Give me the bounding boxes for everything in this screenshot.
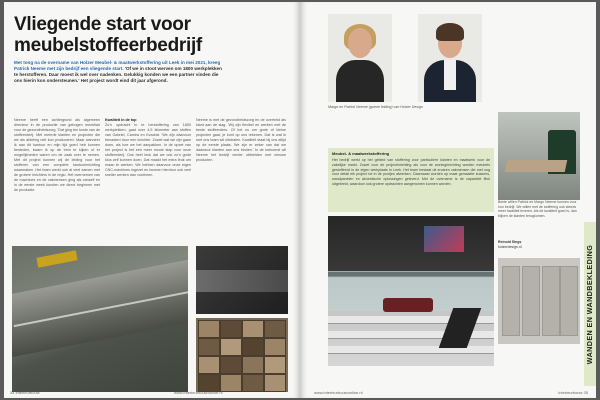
panel-tile: [198, 338, 220, 356]
panel-tile: [264, 338, 286, 356]
portrait-shirt: [444, 60, 456, 90]
photo-seat: [12, 257, 188, 358]
panel-tile: [242, 356, 264, 374]
section-tab-label: WANDEN EN WANDBEKLEDING: [585, 244, 595, 364]
panel-tile: [264, 374, 286, 392]
sidebar-text: Beide willen Patrick en Margo Neeme kunnen voor hun bedrijf. We willen met de stoffering ook steeds meer kwaliteit leveren. Als de kwaliteit goed is, dan blijven de klanten terugkomen.: [498, 200, 577, 218]
panel-tile: [220, 320, 242, 338]
panel-tile: [264, 356, 286, 374]
photo-step: [328, 346, 494, 354]
intro-text: 'Of we in stoot werven om 1800 werkplekken te herstofferen. Daar moest ik wel over nadenken. Gelukkig konden we een partner vinden die ons hierin kon ondersteunen.' Het project wordt eind dit jaar afgerond.: [14, 66, 222, 83]
panel-tile: [220, 374, 242, 392]
info-box-heading: Meubel- & maatwerkstoffering: [332, 151, 390, 156]
portrait-hair: [436, 23, 464, 41]
photo-door: [560, 266, 578, 336]
panel-tile: [220, 338, 242, 356]
body-column-2: [105, 118, 191, 178]
panel-tile: [264, 320, 286, 338]
subheading-kwaliteit: Kwaliteit in de top: [105, 118, 137, 122]
photo-upholstery-closeup: [12, 246, 188, 392]
signature-company: holzerdesign.nl: [498, 244, 522, 249]
photo-band: [196, 270, 288, 292]
right-page: [300, 2, 596, 398]
panel-tile: [220, 356, 242, 374]
portrait-caption: Margo en Patrick Neeme (goene leiding) van Holzer Design: [328, 105, 423, 109]
signature: [498, 240, 522, 249]
photo-bench: [439, 308, 482, 348]
website-right: www.interieurbouwonline.nl: [314, 390, 363, 395]
photo-stair-seating: [328, 216, 494, 366]
magazine-spread: [4, 2, 596, 398]
photo-office-pods: [498, 112, 580, 200]
article-title: Vliegende start voor meubelstoffeerbedrijf: [14, 14, 202, 56]
article-intro: [14, 60, 224, 84]
photo-accent: [36, 250, 77, 267]
photo-cabinets: [498, 258, 580, 344]
photo-door: [502, 266, 520, 336]
photo-screen: [424, 226, 464, 252]
portrait-body: [336, 60, 384, 102]
panel-tile: [242, 338, 264, 356]
portrait-woman: [328, 14, 392, 102]
magazine-name: interieurbouw: [558, 390, 583, 395]
photo-fabric-detail: [196, 246, 288, 314]
info-box: [328, 148, 494, 212]
portrait-man: [418, 14, 482, 102]
website-left: www.interieurbouwonline.nl: [174, 390, 223, 395]
photo-wall-panels: [196, 318, 288, 392]
panel-tile: [242, 374, 264, 392]
body-column-3: Neeme is met de gezondheidszorg en de overheid als klant aan de slag. 'Wij zijn flexibel en werken met de beste stoffeerders. Of het nu om grote of kleine projecten gaat, je kunt op ons rekenen. Dat is wat ik met ons team wil uitstralen. Kwaliteit staat bij ons altijd op de eerste plaats. We zijn er zeker van dat we daardoor klanten aan ons binden.' In de toekomst wil Neeme het bedrijf verder uitbreiden met nieuwe producten.: [196, 118, 286, 162]
photo-cushion: [383, 298, 433, 312]
left-page: [4, 2, 300, 398]
signature-name: Reinold Stegs: [498, 240, 522, 244]
photo-door: [522, 266, 540, 336]
body-column-2-text: Zo'n opdracht in te herstoffering van 1800 werkplekken, gaat over 4,5 kilometer aan stoffen van Gabriel, Camira en Kvadrat. 'We zijn daarvoor benaderd door een inrichter. Zowel wat we zijn gaan doen, als hoe we het aanpakken. In de opzet van het project is het een meer mooie stap voor onze stoffeerderij. Ook heel leuk dat we ook zo'n grote klus zelf kunnen doen. Dat maakt het extra leuk om eraan te werken. We hebben daarvoor onze eigen CNC-machines ingezet en kunnen hierdoor ook veel sneller werken dan voorheen.: [105, 123, 191, 177]
panel-tile: [242, 320, 264, 338]
page-number: 34: [10, 390, 15, 395]
photo-desk: [505, 160, 568, 172]
photo-door: [542, 266, 560, 336]
info-box-text: Het bedrijf werkt op het gebied van stoffering voor particuliere klanten en maatwerk voor de zakelijke markt. Zowel voor de projectinrichting als voor de woninginrichting worden meubels gestoffeerd in de eigen werkplaats in Leek. Het team bestaat uit ervaren vakmensen die met oog voor detail elk project tot in de puntjes afwerken. Daarnaast worden op maat gemaakte kussens, wandpanelen en akoestische oplossingen geleverd. Met de overname is de capaciteit flink uitgebreid, waardoor ook grotere opdrachten aangenomen kunnen worden.: [332, 158, 490, 186]
page-number-right: [558, 390, 588, 395]
page-number: 35: [583, 390, 588, 395]
intro-highlight: Met tong na de overname van Holzer Meubel- & maatwerkstoffering uit Leek in mei 2021, kreeg Patrick Neeme met zijn bedrijf een vliegende start.: [14, 60, 221, 71]
section-tab: [584, 222, 596, 386]
panel-tile: [198, 320, 220, 338]
panel-tile: [198, 356, 220, 374]
magazine-name: interieurbouw: [15, 390, 40, 395]
portrait-face: [348, 28, 372, 58]
body-column-1: Neeme heeft een achtergrond als algemeen directeur in de productie van gebogen meubilair voor de gezondheidszorg. 'Dat ging ten koste van de stoffeerderij. Met meerde klanten en projecten die we als afdeling niet kon produceren. Maar wanneer ik aan dit kantoor en mijn tijd goed heb kunnen besteden, kwam ik op de trein te kijken of er mogelijkheden waren om de zaak over te nemen. Met dit project kunnen wij de leiding voor het stofferen van een complete kantoorinrichting waarmaken. Het team werkt ook al veel samen met de grotere inrichters in de regio. Het overnemen van de machines en de vakmensen ging als vanzelf en in de eerste week konden we direct beginnen met de productie.: [14, 118, 100, 192]
page-number-left: [10, 390, 40, 395]
